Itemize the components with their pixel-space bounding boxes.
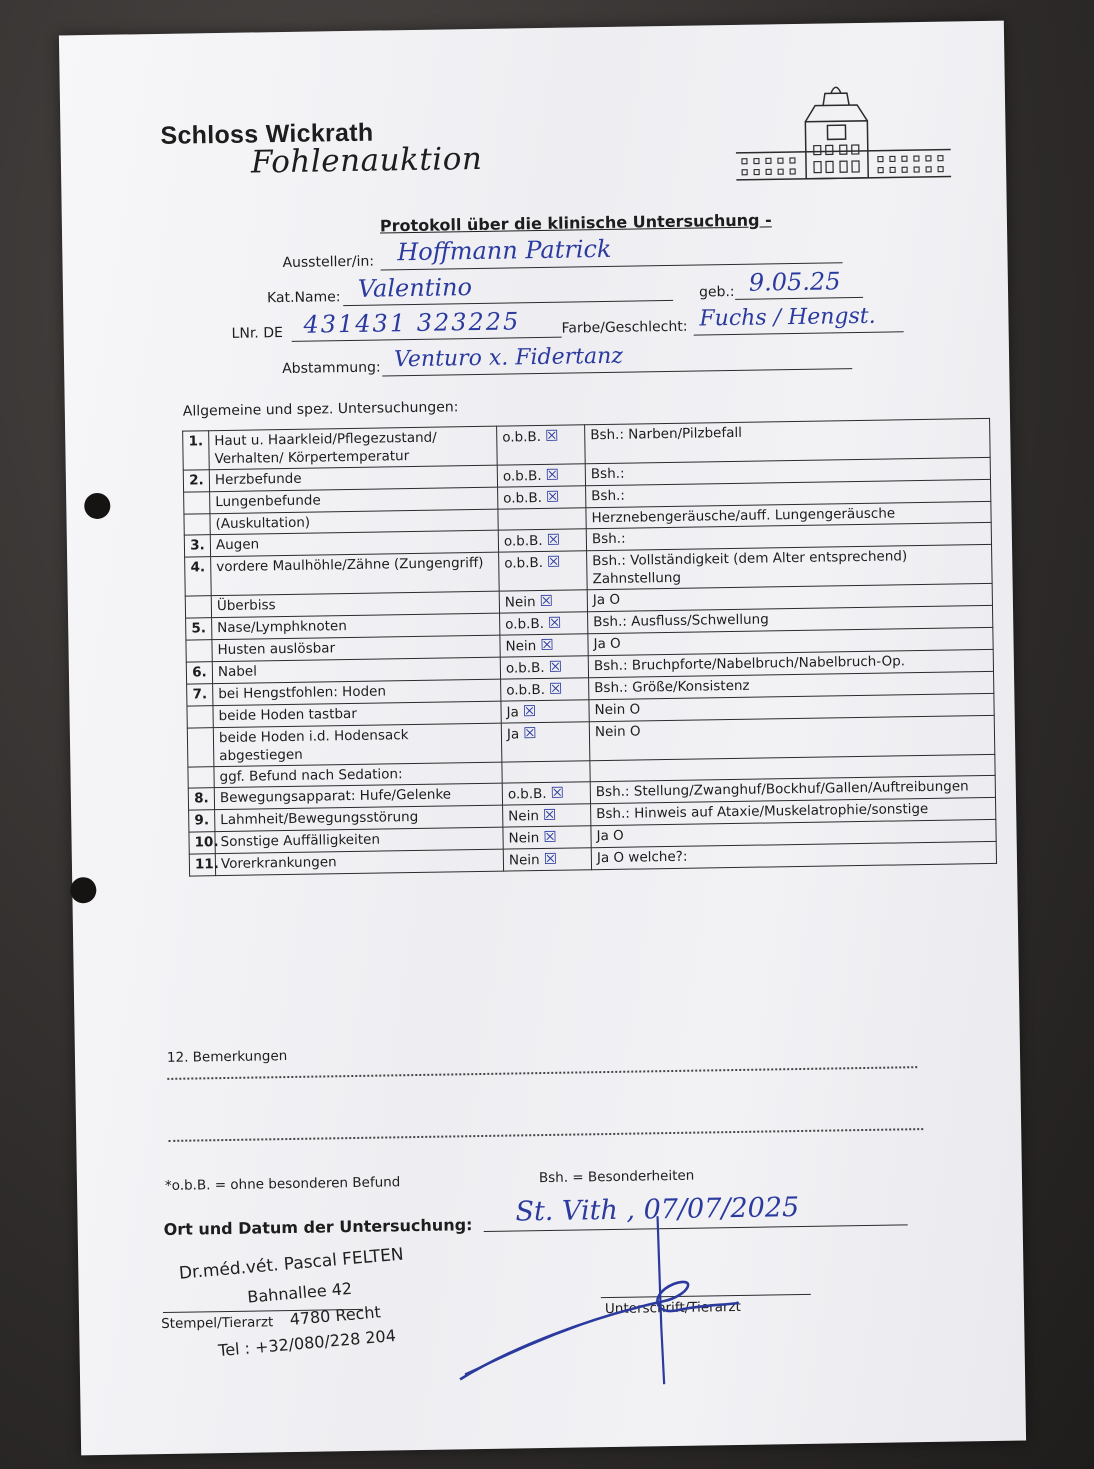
place-date-label: Ort und Datum der Untersuchung:	[163, 1215, 473, 1240]
katname-value: Valentino	[357, 273, 473, 303]
brand-name: Schloss Wickrath	[160, 118, 374, 150]
row-label: beide Hoden tastbar	[213, 701, 501, 728]
row-label: ggf. Befund nach Sedation:	[214, 762, 502, 788]
vet-stamp-phone: Tel : +32/080/228 204	[217, 1325, 397, 1361]
document-title: Protokoll über die klinische Untersuchung -	[379, 210, 772, 236]
status-text: o.b.B.	[505, 659, 545, 677]
checked-box-icon: ☒	[539, 591, 554, 611]
row-note: Ja O	[587, 583, 992, 611]
geb-label: geb.:	[698, 283, 735, 301]
abstammung-value: Venturo x. Fidertanz	[393, 343, 624, 373]
checked-box-icon: ☒	[548, 657, 563, 676]
row-note: Herznebengeräusche/auff. Lungengeräusche	[586, 501, 991, 528]
row-status	[503, 848, 591, 871]
remarks-label: 12. Bemerkungen	[166, 1048, 288, 1066]
geb-line	[735, 297, 863, 300]
row-number: 1.	[183, 431, 210, 470]
row-label: Nase/Lymphknoten	[212, 613, 500, 640]
row-number	[185, 596, 211, 618]
row-status	[500, 634, 588, 657]
row-status	[500, 656, 588, 679]
row-status	[497, 425, 586, 465]
protocol-sheet	[59, 21, 1026, 1456]
row-label: Bewegungsapparat: Hufe/Gelenke	[214, 783, 502, 810]
row-number	[184, 514, 210, 535]
checked-box-icon: ☒	[543, 849, 558, 868]
row-label: Augen	[210, 530, 498, 557]
row-note: Bsh.: Bruchpforte/Nabelbruch/Nabelbruch-Op.	[588, 649, 993, 677]
row-status	[500, 612, 588, 635]
row-number: 6.	[186, 662, 212, 684]
row-number	[188, 767, 214, 788]
status-text: o.b.B.	[502, 467, 542, 485]
aussteller-value: Hoffmann Patrick	[397, 234, 612, 267]
status-text: Nein	[508, 830, 540, 847]
status-text: o.b.B.	[504, 554, 544, 572]
row-note: Ja O	[588, 627, 993, 655]
status-text: o.b.B.	[503, 489, 543, 507]
checked-box-icon: ☒	[522, 702, 537, 721]
signature-label: Unterschrift/Tierarzt	[604, 1298, 741, 1318]
row-note: Ja O welche?:	[591, 841, 996, 869]
status-text: o.b.B.	[505, 615, 545, 633]
row-note: Bsh.: Größe/Konsistenz	[589, 671, 994, 699]
checked-box-icon: ☒	[546, 552, 561, 571]
status-text: Ja	[506, 704, 519, 721]
row-number	[184, 492, 210, 514]
status-text: Nein	[508, 808, 540, 825]
row-label: (Auskultation)	[210, 509, 498, 535]
row-status	[502, 782, 590, 805]
row-note: Nein O	[589, 693, 994, 721]
row-status	[501, 678, 589, 701]
row-label: Lungenbefunde	[210, 487, 498, 514]
row-note: Bsh.: Narben/Pilzbefall	[585, 418, 991, 463]
row-status	[498, 486, 586, 509]
checked-box-icon: ☒	[547, 613, 562, 632]
legend-bsh: Bsh. = Besonderheiten	[538, 1167, 695, 1187]
row-note: Bsh.:	[586, 522, 991, 550]
lnr-label: LNr. DE	[231, 325, 284, 342]
row-status	[503, 804, 591, 827]
row-status	[498, 508, 586, 530]
remarks-line-1	[167, 1066, 917, 1080]
abstammung-label: Abstammung:	[282, 359, 381, 378]
row-note: Nein O	[589, 715, 995, 760]
status-text: o.b.B.	[506, 681, 546, 699]
status-text: Nein	[508, 852, 540, 869]
row-note: Bsh.:	[585, 457, 990, 485]
status-text: Nein	[505, 638, 537, 655]
row-label: beide Hoden i.d. Hodensack abgestiegen	[213, 723, 502, 767]
checked-box-icon: ☒	[543, 827, 557, 846]
row-label: Haut u. Haarkleid/Pflegezustand/ Verhalten/ Körpertemperatur	[209, 426, 498, 470]
checked-box-icon: ☒	[545, 465, 560, 484]
checked-box-icon: ☒	[546, 530, 561, 549]
row-note: Bsh.: Stellung/Zwanghuf/Bockhuf/Gallen/Auftreibungen	[590, 775, 995, 803]
legend-obb: *o.b.B. = ohne besonderen Befund	[164, 1174, 401, 1194]
checked-box-icon: ☒	[545, 487, 560, 506]
farbe-line	[694, 331, 904, 335]
row-note: Bsh.: Hinweis auf Ataxie/Muskelatrophie/sonstige	[591, 797, 996, 825]
row-status	[499, 590, 587, 613]
row-number	[186, 640, 212, 662]
row-number: 10.	[189, 832, 215, 854]
checked-box-icon: ☒	[544, 426, 559, 445]
status-text: o.b.B.	[507, 785, 547, 803]
row-note: Bsh.: Ausfluss/Schwellung	[588, 605, 993, 633]
section-title: Allgemeine und spez. Untersuchungen:	[182, 399, 459, 420]
row-note: Ja O	[591, 819, 996, 847]
brand-subtitle: Fohlenauktion	[250, 140, 483, 181]
vet-stamp-street: Bahnallee 42	[246, 1278, 353, 1307]
punch-hole-bottom	[70, 877, 96, 903]
vet-stamp-city: 4780 Recht	[288, 1302, 382, 1329]
row-label: Sonstige Auffälligkeiten	[215, 827, 503, 854]
farbe-value: Fuchs / Hengst.	[699, 303, 876, 332]
checked-box-icon: ☒	[550, 783, 565, 802]
row-number: 4.	[185, 557, 212, 596]
status-text: Nein	[504, 594, 536, 611]
row-status	[503, 826, 591, 849]
row-note: Bsh.: Vollständigkeit (dem Alter entsprechend) Zahnstellung	[587, 544, 993, 589]
stamp-label: Stempel/Tierarzt	[161, 1314, 274, 1333]
row-label: Vorerkrankungen	[215, 849, 503, 876]
row-number: 7.	[187, 684, 213, 706]
row-status	[498, 529, 586, 552]
row-label: Herzbefunde	[209, 465, 497, 492]
geb-value: 9.05.25	[748, 267, 841, 297]
row-label: vordere Maulhöhle/Zähne (Zungengriff)	[211, 552, 500, 596]
checked-box-icon: ☒	[542, 805, 557, 825]
row-number	[187, 728, 214, 767]
castle-logo-icon	[735, 82, 952, 185]
status-text: o.b.B.	[502, 428, 542, 446]
examination-table	[182, 418, 997, 877]
row-status	[501, 700, 589, 723]
row-number: 2.	[183, 470, 209, 492]
checked-box-icon: ☒	[548, 679, 563, 698]
row-number: 11.	[189, 854, 215, 876]
lnr-value: 431431 323225	[303, 307, 521, 339]
status-text: o.b.B.	[503, 532, 543, 550]
row-label: Nabel	[212, 657, 500, 684]
checked-box-icon: ☒	[540, 635, 554, 655]
aussteller-label: Aussteller/in:	[282, 253, 375, 272]
row-number	[187, 706, 213, 728]
status-text: Ja	[506, 726, 520, 743]
row-status	[502, 761, 590, 783]
punch-hole-top	[84, 493, 110, 519]
row-status	[499, 551, 588, 591]
row-status	[501, 722, 590, 762]
row-status	[497, 464, 585, 487]
katname-label: Kat.Name:	[266, 289, 341, 307]
row-number: 3.	[184, 535, 210, 557]
row-label: Überbiss	[211, 591, 499, 618]
row-number: 8.	[188, 788, 214, 810]
checked-box-icon: ☒	[523, 724, 537, 743]
vet-stamp-name: Dr.méd.vét. Pascal FELTEN	[178, 1244, 405, 1284]
row-number: 5.	[186, 618, 212, 640]
row-note: Bsh.:	[586, 479, 991, 507]
row-number: 9.	[189, 810, 215, 832]
place-date-value: St. Vith , 07/07/2025	[515, 1192, 800, 1228]
farbe-label: Farbe/Geschlecht:	[561, 318, 688, 337]
row-label: Husten auslösbar	[212, 635, 500, 662]
remarks-line-2	[168, 1128, 923, 1142]
row-label: Lahmheit/Bewegungsstörung	[215, 805, 503, 832]
vet-signature-icon	[447, 1205, 750, 1390]
row-label: bei Hengstfohlen: Hoden	[213, 679, 501, 706]
